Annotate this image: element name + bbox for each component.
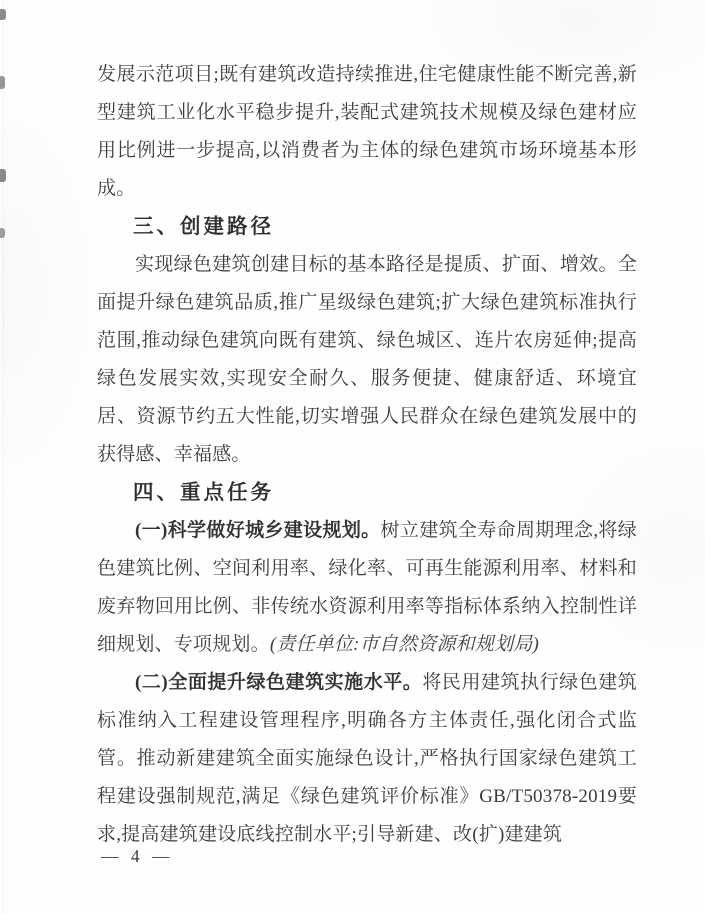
scan-artifact [0,9,6,20]
task-1-lead: (一)科学做好城乡建设规划。 [135,520,381,541]
section-heading-4: 四、重点任务 [133,481,274,504]
task-1-paragraph [97,512,637,664]
task-1-responsibility-note: (责任单位:市自然资源和规划局) [269,634,539,655]
task-2-paragraph [97,664,637,854]
intro-paragraph: 发展示范项目;既有建筑改造持续推进,住宅健康性能不断完善,新型建筑工业化水平稳步提升,装配式建筑技术规模及绿色建材应用比例进一步提高,以消费者为主体的绿色建筑市场环境基本形成。 [97,64,637,199]
page-number: — 4 — [101,846,174,866]
document-body [97,56,637,854]
scan-edge-line [3,0,4,914]
scan-artifact [0,228,5,238]
scan-artifact [0,76,5,89]
task-2-body: 将民用建筑执行绿色建筑标准纳入工程建设管理程序,明确各方主体责任,强化闭合式监管。推动新建建筑全面实施绿色设计,严格执行国家绿色建筑工程建设强制规范,满足《绿色建筑评价标准》GB/T50378-2019要求,提高建筑建设底线控制水平;引导新建、改(扩)建建筑 [97,672,637,845]
section-heading-3: 三、创建路径 [133,215,274,238]
section-3-paragraph: 实现绿色建筑创建目标的基本路径是提质、扩面、增效。全面提升绿色建筑品质,推广星级绿色建筑;扩大绿色建筑标准执行范围,推动绿色建筑向既有建筑、绿色城区、连片农房延伸;提高绿色发展实效,实现安全耐久、服务便捷、健康舒适、环境宜居、资源节约五大性能,切实增强人民群众在绿色建筑发展中的获得感、幸福感。 [97,254,637,465]
task-2-lead: (二)全面提升绿色建筑实施水平。 [135,672,423,693]
scan-artifact [0,169,6,182]
task-1-body: 树立建筑全寿命周期理念,将绿色建筑比例、空间利用率、绿化率、可再生能源利用率、材料和废弃物回用比例、非传统水资源利用率等指标体系纳入控制性详细规划、专项规划。 [97,520,637,655]
